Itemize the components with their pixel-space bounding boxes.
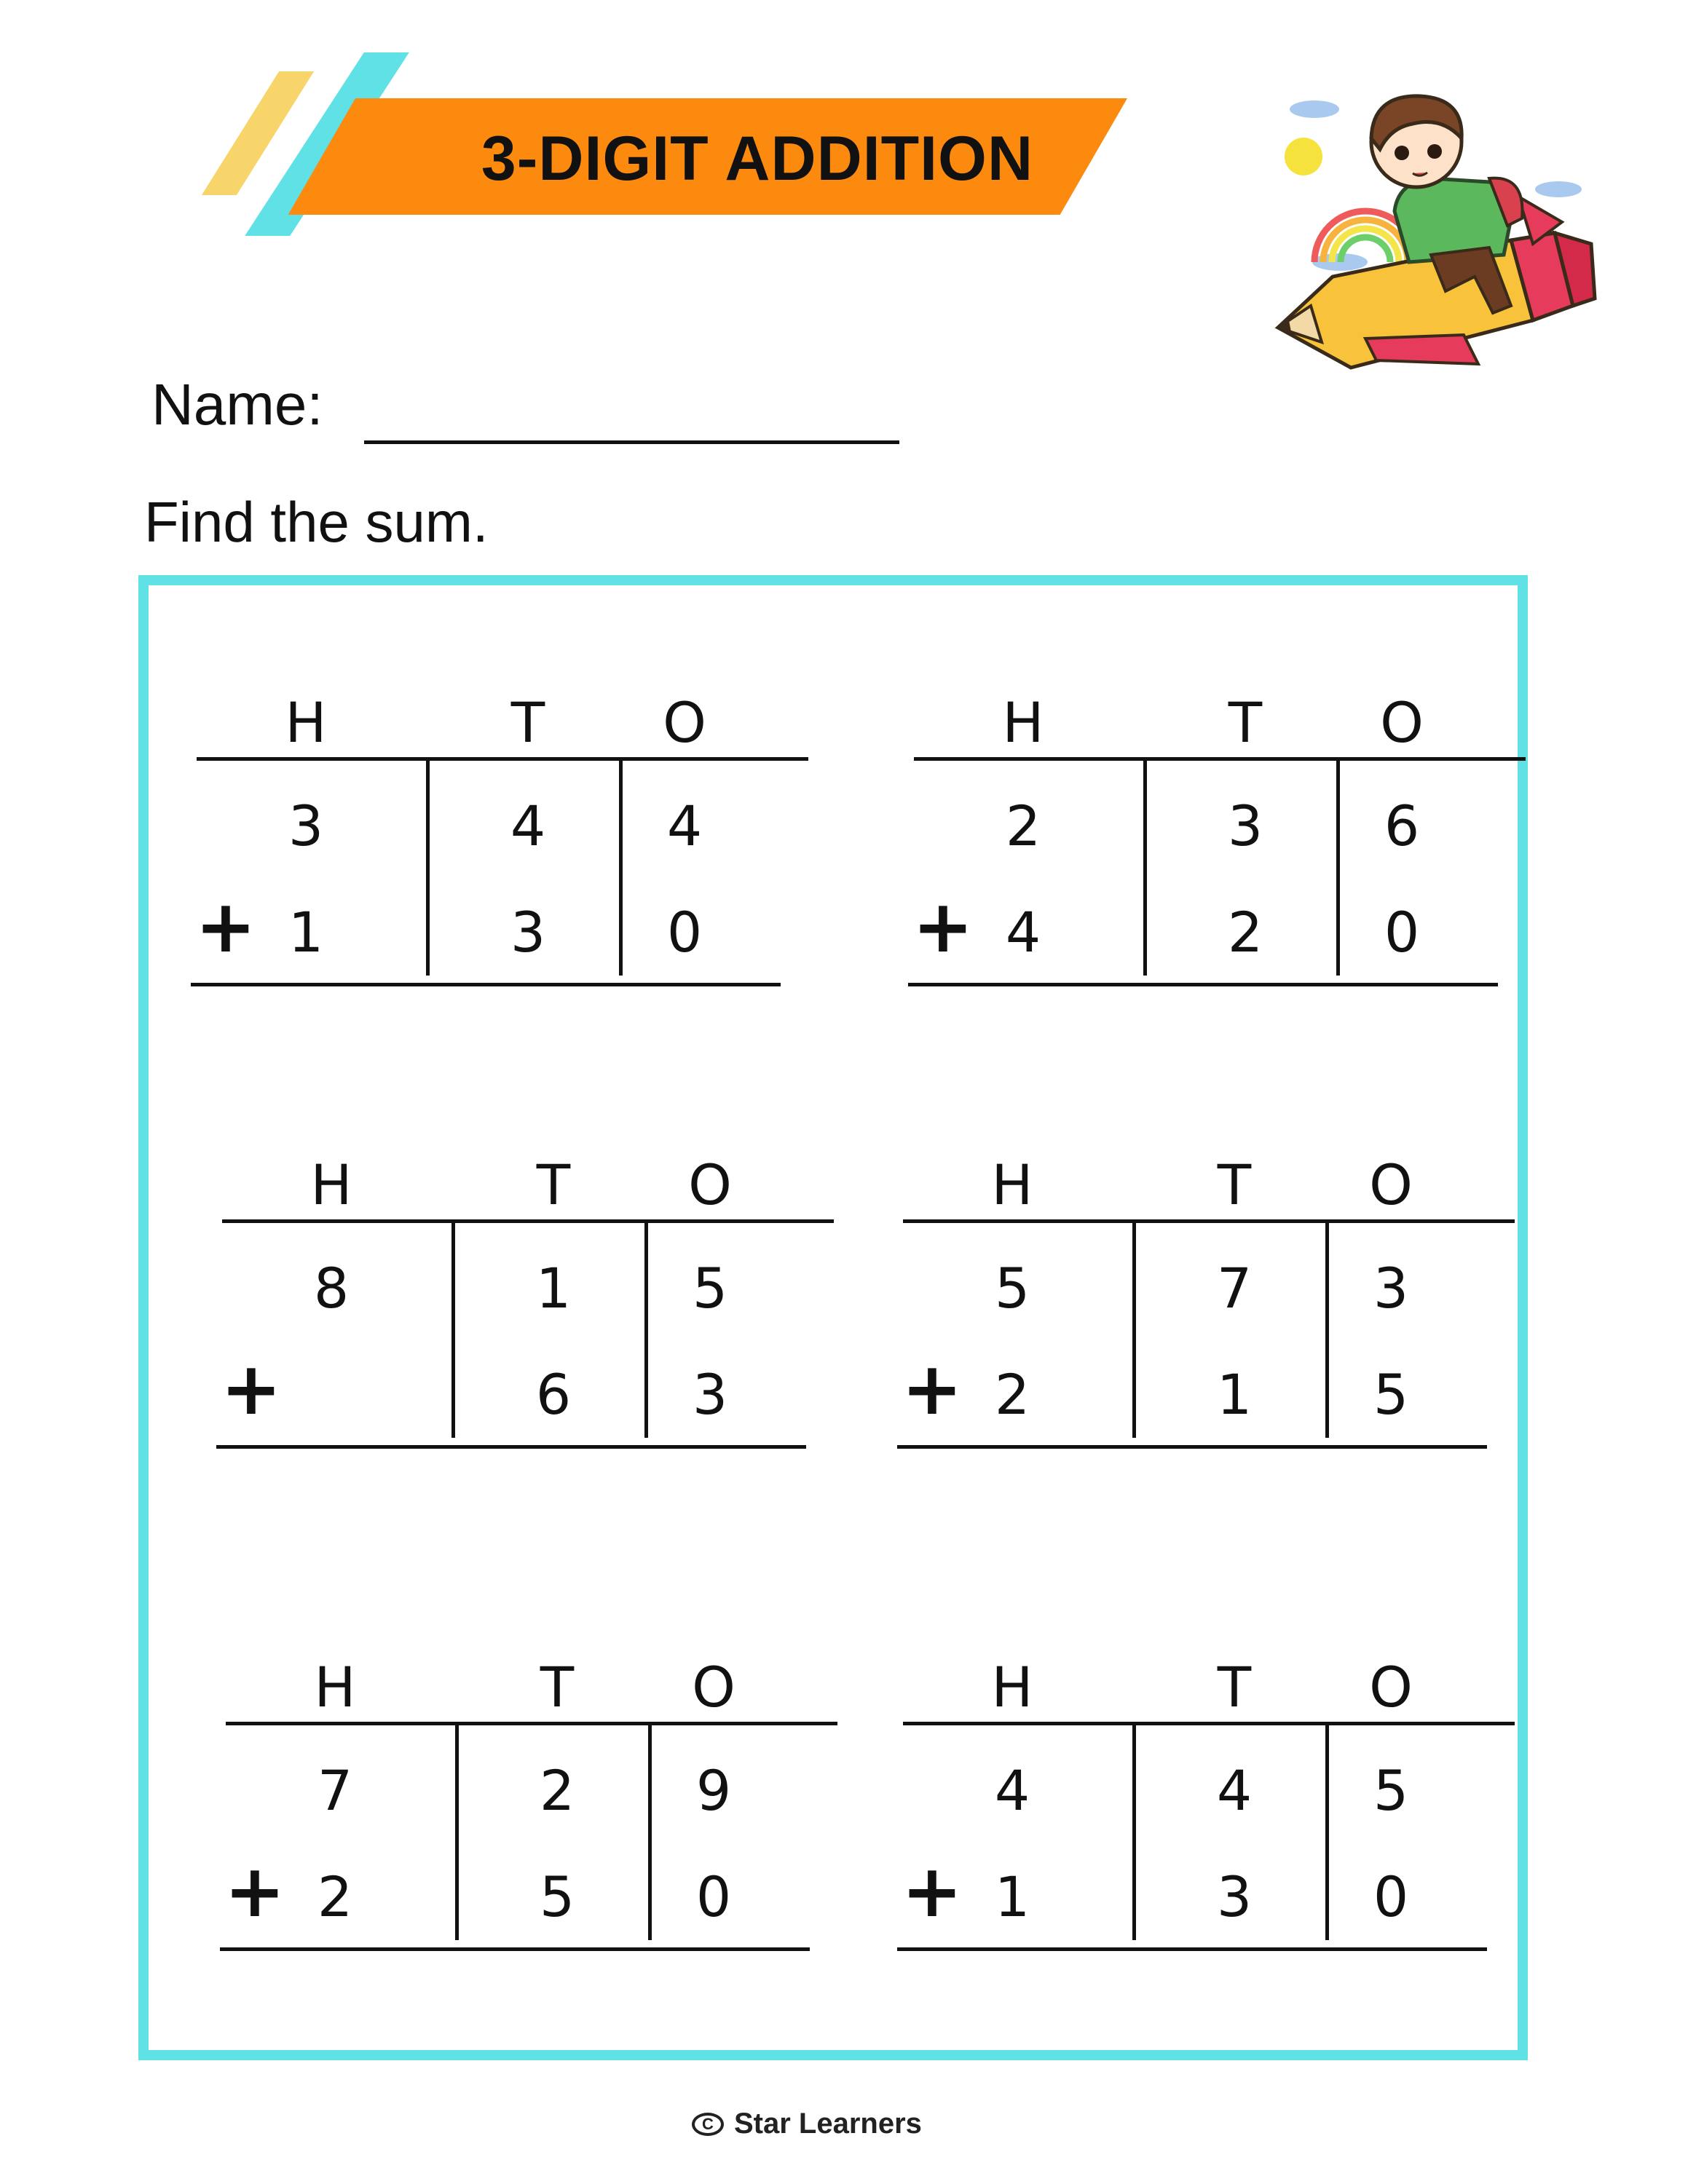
addend-1-tens: 7 [1216, 1256, 1253, 1321]
header-rule [903, 1219, 1515, 1223]
hundreds-header: H [285, 690, 327, 755]
addend-1-hundreds: 4 [994, 1758, 1030, 1823]
hundreds-header: H [314, 1655, 356, 1720]
instructions: Find the sum. [144, 490, 489, 554]
addend-1-hundreds: 2 [1005, 794, 1041, 858]
ones-header: O [1380, 690, 1424, 755]
hundreds-header: H [310, 1152, 352, 1217]
worksheet-title: 3-DIGIT ADDITION [481, 123, 1034, 194]
tens-header: T [1228, 690, 1263, 755]
addend-1-ones: 4 [666, 794, 703, 858]
tens-header: T [1217, 1655, 1252, 1720]
sum-rule [220, 1947, 810, 1951]
addend-1-tens: 4 [1216, 1758, 1253, 1823]
tens-header: T [510, 690, 545, 755]
column-divider [455, 1722, 459, 1940]
sum-rule [897, 1947, 1487, 1951]
ones-header: O [688, 1152, 732, 1217]
addend-2-ones: 0 [1373, 1864, 1409, 1929]
addend-2-hundreds: 1 [288, 900, 324, 965]
column-divider [644, 1219, 648, 1438]
addition-problem [211, 1638, 852, 1958]
plus-sign: + [224, 1848, 285, 1934]
header-rule [226, 1722, 837, 1725]
addend-1-hundreds: 5 [994, 1256, 1030, 1321]
header-rule [914, 757, 1526, 761]
ones-header: O [1369, 1152, 1413, 1217]
addition-problem [208, 1136, 848, 1456]
tens-header: T [1217, 1152, 1252, 1217]
hundreds-header: H [1002, 690, 1044, 755]
addend-2-tens: 5 [539, 1864, 575, 1929]
ones-header: O [1369, 1655, 1413, 1720]
column-divider [426, 757, 430, 976]
addend-2-hundreds: 2 [994, 1362, 1030, 1427]
plus-sign: + [912, 884, 974, 969]
plus-sign: + [902, 1848, 963, 1934]
column-divider [1132, 1219, 1136, 1438]
addend-1-ones: 3 [1373, 1256, 1409, 1321]
addend-2-tens: 1 [1216, 1362, 1253, 1427]
addend-1-hundreds: 8 [313, 1256, 350, 1321]
addend-1-tens: 3 [1227, 794, 1263, 858]
addend-1-tens: 2 [539, 1758, 575, 1823]
copyright-icon: C [692, 2113, 724, 2136]
column-divider [619, 757, 623, 976]
addend-2-hundreds: 2 [317, 1864, 353, 1929]
addend-1-hundreds: 3 [288, 794, 324, 858]
hundreds-header: H [991, 1655, 1033, 1720]
name-label: Name: [151, 372, 323, 437]
plus-sign: + [195, 884, 256, 969]
addend-1-hundreds: 7 [317, 1758, 353, 1823]
sum-rule [191, 983, 781, 986]
addition-problem [899, 673, 1540, 994]
plus-sign: + [221, 1346, 282, 1431]
name-answer-line[interactable] [364, 440, 899, 444]
tens-header: T [536, 1152, 571, 1217]
column-divider [451, 1219, 455, 1438]
addend-2-ones: 5 [1373, 1362, 1409, 1427]
header-rule [903, 1722, 1515, 1725]
addend-2-ones: 0 [666, 900, 703, 965]
sum-rule [908, 983, 1498, 986]
addend-2-ones: 3 [692, 1362, 728, 1427]
addition-problem [888, 1136, 1529, 1456]
addend-1-tens: 4 [510, 794, 546, 858]
addition-problem [888, 1638, 1529, 1958]
addend-2-ones: 0 [1384, 900, 1420, 965]
column-divider [648, 1722, 652, 1940]
addend-1-ones: 5 [1373, 1758, 1409, 1823]
brand-name: Star Learners [734, 2108, 922, 2140]
kid-on-pencil-rocket-illustration [1271, 87, 1613, 393]
column-divider [1325, 1722, 1329, 1940]
addend-1-ones: 6 [1384, 794, 1420, 858]
header-rule [222, 1219, 834, 1223]
addend-2-tens: 2 [1227, 900, 1263, 965]
plus-sign: + [902, 1346, 963, 1431]
ones-header: O [663, 690, 706, 755]
addend-2-hundreds: 1 [994, 1864, 1030, 1929]
addend-1-ones: 5 [692, 1256, 728, 1321]
addend-2-tens: 3 [510, 900, 546, 965]
addend-2-hundreds: 4 [1005, 900, 1041, 965]
footer-credit [692, 2108, 922, 2140]
column-divider [1132, 1722, 1136, 1940]
sun-icon [1285, 138, 1322, 175]
sum-rule [897, 1445, 1487, 1449]
column-divider [1336, 757, 1340, 976]
tens-header: T [540, 1655, 575, 1720]
hundreds-header: H [991, 1152, 1033, 1217]
addend-2-tens: 6 [535, 1362, 572, 1427]
column-divider [1143, 757, 1147, 976]
addition-problem [182, 673, 823, 994]
addend-1-tens: 1 [535, 1256, 572, 1321]
sum-rule [216, 1445, 806, 1449]
addend-2-tens: 3 [1216, 1864, 1253, 1929]
addend-1-ones: 9 [695, 1758, 732, 1823]
ones-header: O [692, 1655, 735, 1720]
column-divider [1325, 1219, 1329, 1438]
addend-2-ones: 0 [695, 1864, 732, 1929]
header-rule [197, 757, 808, 761]
